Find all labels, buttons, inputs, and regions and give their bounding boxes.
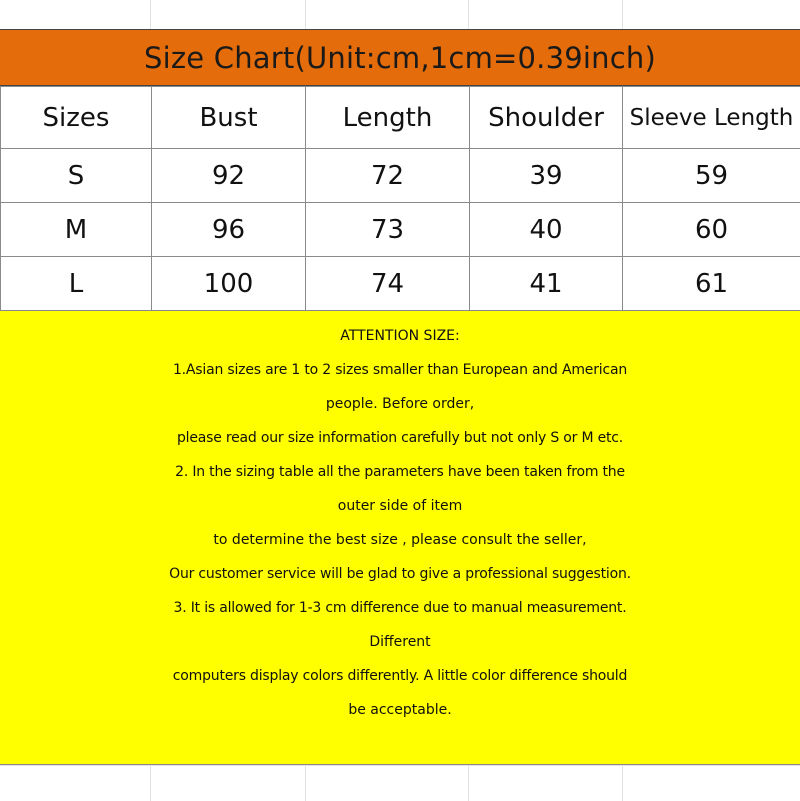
notice-line: 1.Asian sizes are 1 to 2 sizes smaller than European and American xyxy=(0,353,800,387)
notice-line: people. Before order, xyxy=(0,387,800,421)
header-bust: Bust xyxy=(152,87,306,149)
header-length: Length xyxy=(306,87,470,149)
table-row xyxy=(1,257,800,311)
notice-line: 3. It is allowed for 1-3 cm difference due to manual measurement. xyxy=(0,591,800,625)
cell-sleeve-length: 60 xyxy=(623,203,800,257)
size-table xyxy=(0,86,800,311)
cell-length: 72 xyxy=(306,149,470,203)
cell-length: 73 xyxy=(306,203,470,257)
attention-notice xyxy=(0,310,800,765)
cell-shoulder: 40 xyxy=(470,203,623,257)
table-row xyxy=(1,149,800,203)
notice-line: Our customer service will be glad to give a professional suggestion. xyxy=(0,557,800,591)
notice-line: outer side of item xyxy=(0,489,800,523)
notice-line: 2. In the sizing table all the parameters have been taken from the xyxy=(0,455,800,489)
cell-sleeve-length: 59 xyxy=(623,149,800,203)
table-header-row xyxy=(1,87,800,149)
cell-bust: 96 xyxy=(152,203,306,257)
cell-bust: 100 xyxy=(152,257,306,311)
spreadsheet-grid-top xyxy=(0,0,800,30)
cell-sleeve-length: 61 xyxy=(623,257,800,311)
cell-shoulder: 39 xyxy=(470,149,623,203)
cell-size: L xyxy=(1,257,152,311)
cell-length: 74 xyxy=(306,257,470,311)
cell-shoulder: 41 xyxy=(470,257,623,311)
notice-line: please read our size information carefully but not only S or M etc. xyxy=(0,421,800,455)
notice-line: be acceptable. xyxy=(0,693,800,727)
header-shoulder: Shoulder xyxy=(470,87,623,149)
notice-line: to determine the best size , please consult the seller, xyxy=(0,523,800,557)
cell-size: M xyxy=(1,203,152,257)
spreadsheet-grid-bottom xyxy=(0,765,800,801)
notice-heading: ATTENTION SIZE: xyxy=(0,319,800,353)
cell-size: S xyxy=(1,149,152,203)
notice-line: Different xyxy=(0,625,800,659)
notice-line: computers display colors differently. A little color difference should xyxy=(0,659,800,693)
size-chart-title: Size Chart(Unit:cm,1cm=0.39inch) xyxy=(0,29,800,86)
table-row xyxy=(1,203,800,257)
cell-bust: 92 xyxy=(152,149,306,203)
header-sleeve-length: Sleeve Length xyxy=(623,87,800,149)
header-sizes: Sizes xyxy=(1,87,152,149)
